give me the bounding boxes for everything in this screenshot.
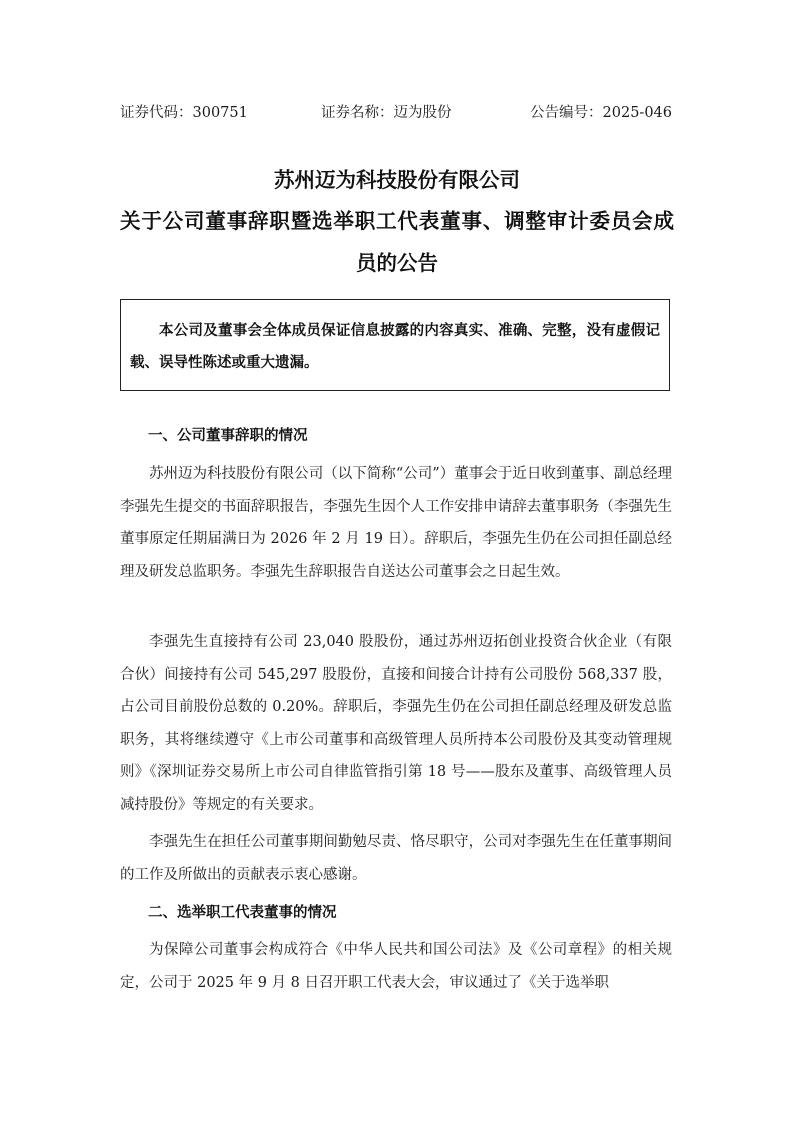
announcement-title-line-1: 关于公司董事辞职暨选举职工代表董事、调整审计委员会成	[120, 209, 674, 233]
paragraph: 李强先生直接持有公司 23,040 股股份，通过苏州迈拓创业投资合伙企业（有限合伙）间接持有公司 545,297 股股份，直接和间接合计持有公司股份 568,337 股，占公司目前股份总数的 0.20%。辞职后，李强先生仍在公司担任副总经理及研发总监职务，其将继续遵守《上市公司董事和高级管理人员所持本公司股份及其变动管理规则》《深圳证券交易所上市公司自律监管指引第 18 号——股东及董事、高级管理人员减持股份》等规定的有关要求。	[120, 634, 672, 813]
section-heading-director-resignation: 一、公司董事辞职的情况	[148, 428, 308, 444]
disclosure-notice-text: 本公司及董事会全体成员保证信息披露的内容真实、准确、完整，没有虚假记载、误导性陈述或重大遗漏。	[130, 323, 660, 371]
section-heading-employee-director-election: 二、选举职工代表董事的情况	[148, 905, 337, 921]
paragraph: 李强先生在担任公司董事期间勤勉尽责、恪尽职守，公司对李强先生在任董事期间的工作及所做出的贡献表示衷心感谢。	[120, 834, 672, 883]
stock-code: 证券代码：300751	[120, 105, 248, 121]
paragraph: 为保障公司董事会构成符合《中华人民共和国公司法》及《公司章程》的相关规定，公司于 2025 年 9 月 8 日召开职工代表大会，审议通过了《关于选举职	[120, 942, 672, 991]
announcement-title-line-2: 员的公告	[356, 251, 438, 275]
paragraph: 苏州迈为科技股份有限公司（以下简称“公司”）董事会于近日收到董事、副总经理李强先生提交的书面辞职报告，李强先生因个人工作安排申请辞去董事职务（李强先生董事原定任期届满日为 2026 年 2 月 19 日）。辞职后，李强先生仍在公司担任副总经理及研发总监职务。李强先生辞职报告自送达公司董事会之日起生效。	[120, 466, 672, 580]
disclosure-notice-box	[120, 299, 670, 391]
announcement-number: 公告编号：2025-046	[530, 105, 672, 121]
company-title: 苏州迈为科技股份有限公司	[274, 168, 520, 192]
announcement-header	[120, 101, 672, 125]
stock-name: 证券名称：迈为股份	[321, 105, 452, 121]
